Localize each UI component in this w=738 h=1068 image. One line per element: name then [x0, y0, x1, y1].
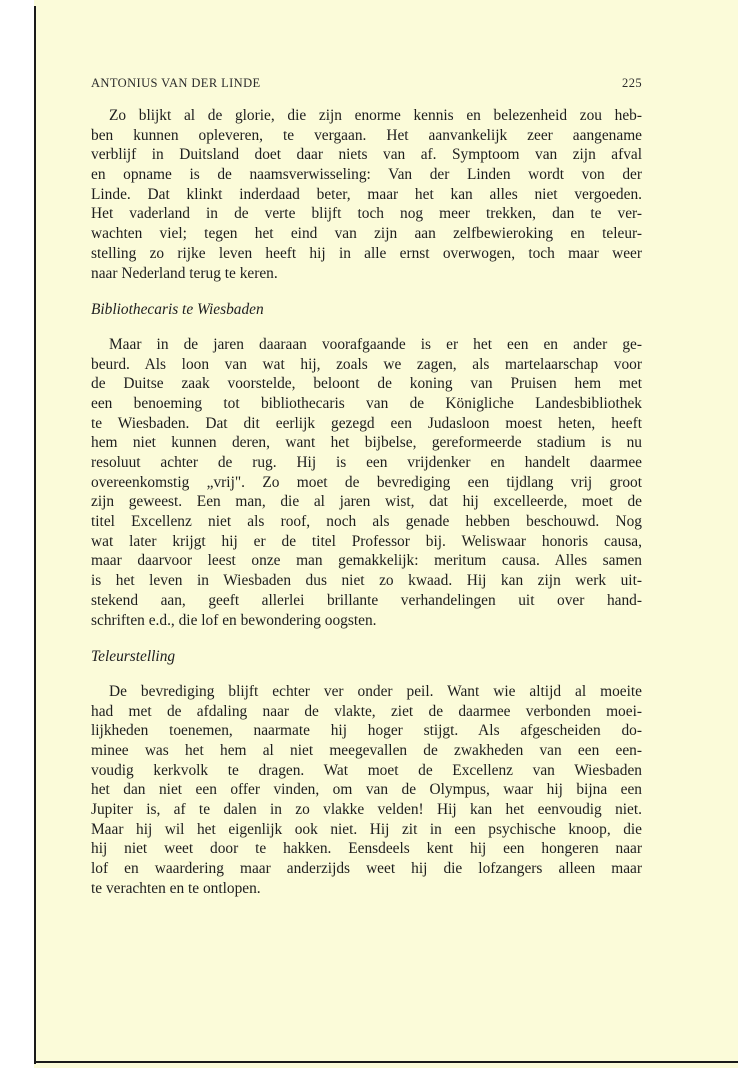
page-number: 225: [622, 76, 642, 90]
text-line: hem niet kunnen deren, want het bijbelse, gereformeerde stadium is nu: [91, 434, 642, 452]
text-line: stekend aan, geeft allerlei brillante verhandelingen uit over hand-: [91, 591, 642, 609]
text-line: schriften e.d., die lof en bewondering oogsten.: [91, 611, 377, 629]
section-heading-teleurstelling: Teleurstelling: [91, 648, 176, 666]
text-line: De bevrediging blijft echter ver onder peil. Want wie altijd al moeite: [109, 682, 642, 700]
text-line: minee was het hem al niet meegevallen de zwakheden van een een-: [91, 741, 642, 759]
running-title: ANTONIUS VAN DER LINDE: [91, 76, 261, 90]
text-line: Maar hij wil het eigenlijk ook niet. Hij zit in een psychische knoop, die: [91, 820, 642, 838]
text-line: overeenkomstig „vrij". Zo moet de bevrediging een tijdlang vrij groot: [91, 473, 642, 491]
text-line: zijn geweest. Een man, die al jaren wist, dat hij excelleerde, moet de: [91, 493, 642, 511]
text-line: ben kunnen opleveren, te vergaan. Het aanvankelijk zeer aangename: [91, 126, 642, 144]
text-line: titel Excellenz niet als roof, noch als genade hebben beschouwd. Nog: [91, 513, 642, 531]
text-line: het dan niet een offer vinden, om van de Olympus, waar hij bijna een: [91, 781, 642, 799]
text-line: Linde. Dat klinkt inderdaad beter, maar het kan alles niet vergoeden.: [91, 185, 642, 203]
paragraph-1: [91, 106, 642, 283]
running-head: [91, 76, 642, 91]
text-line: de Duitse zaak voorstelde, beloont de koning van Pruisen hem met: [91, 375, 642, 393]
text-line: te Wiesbaden. Dat dit eerlijk gezegd een Judasloon moest heten, heeft: [91, 414, 642, 432]
text-line: voudig kerkvolk te dragen. Wat moet de Excellenz van Wiesbaden: [91, 761, 642, 779]
section-heading-bibliothecaris: Bibliothecaris te Wiesbaden: [91, 301, 264, 319]
text-line: hij niet weet door te hakken. Eensdeels kent hij een hongeren naar: [91, 840, 642, 858]
text-line: en opname is de naamsverwisseling: Van der Linden wordt von der: [91, 166, 642, 184]
text-line: maar daarvoor leest onze man gemakkelijk: meritum causa. Alles samen: [91, 552, 642, 570]
text-line: een benoeming tot bibliothecaris van de Königliche Landesbibliothek: [91, 394, 642, 412]
book-page: [34, 0, 738, 1068]
text-line: Zo blijkt al de glorie, die zijn enorme kennis en belezenheid zou heb-: [109, 107, 642, 124]
page-bottom-edge: [34, 1061, 738, 1063]
paragraph-3: [91, 682, 642, 899]
text-line: lijkheden toenemen, naarmate hij hoger stijgt. Als afgescheiden do-: [91, 722, 642, 740]
text-line: naar Nederland terug te keren.: [91, 264, 278, 282]
text-line: stelling zo rijke leven heeft hij in alle ernst overwogen, toch maar weer: [91, 244, 642, 262]
text-line: beurd. Als loon van wat hij, zoals we zagen, als martelaarschap voor: [91, 355, 642, 373]
text-line: wat later krijgt hij er de titel Professor bij. Weliswaar honoris causa,: [91, 532, 642, 550]
text-line: Jupiter is, af te dalen in zo vlakke velden! Hij kan het eenvoudig niet.: [91, 801, 642, 818]
text-line: Het vaderland in de verte blijft toch nog meer trekken, dan te ver-: [91, 205, 642, 223]
text-line: Maar in de jaren daaraan voorafgaande is er het een en ander ge-: [109, 335, 642, 353]
text-line: lof en waardering maar anderzijds weet hij die lofzangers alleen maar: [91, 860, 642, 878]
text-line: resoluut achter de rug. Hij is een vrijdenker en handelt daarmee: [91, 454, 642, 471]
text-line: is het leven in Wiesbaden dus niet zo kwaad. Hij kan zijn werk uit-: [91, 572, 642, 590]
text-line: verblijf in Duitsland doet daar niets van af. Symptoom van zijn afval: [91, 146, 642, 164]
page-left-edge: [34, 6, 36, 1064]
text-line: wachten viel; tegen het eind van zijn aan zelfbewieroking en teleur-: [91, 225, 642, 243]
page-body: [91, 106, 642, 898]
text-line: had met de afdaling naar de vlakte, ziet de daarmee verbonden moei-: [91, 702, 642, 720]
paragraph-2: [91, 335, 642, 630]
text-line: te verachten en te ontlopen.: [91, 879, 261, 897]
